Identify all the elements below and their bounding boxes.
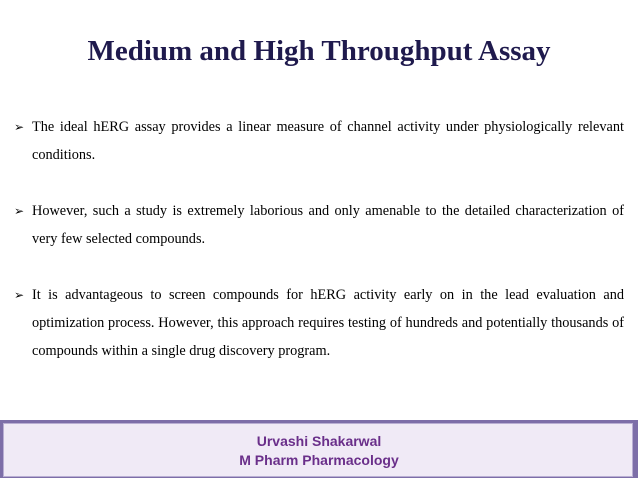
arrow-bullet-icon: ➢	[14, 120, 25, 134]
footer-band	[0, 420, 638, 478]
footer-credits	[0, 432, 638, 470]
footer-degree: M Pharm Pharmacology	[239, 452, 399, 468]
bullet-item	[14, 281, 624, 365]
bullet-text: However, such a study is extremely laborious and only amenable to the detailed characterization of very few selected compounds.	[32, 203, 624, 247]
bullet-text: The ideal hERG assay provides a linear measure of channel activity under physiologically relevant conditions.	[32, 119, 624, 163]
bullet-item	[14, 113, 624, 169]
footer-author: Urvashi Shakarwal	[256, 433, 382, 449]
arrow-bullet-icon: ➢	[14, 204, 25, 218]
slide-title: Medium and High Throughput Assay	[87, 35, 551, 67]
bullet-list	[14, 113, 624, 393]
bullet-text: It is advantageous to screen compounds for hERG activity early on in the lead evaluation and optimization process. However, this approach requires testing of hundreds and potentially thousands of compounds within a single drug discovery program.	[32, 287, 624, 359]
arrow-bullet-icon: ➢	[14, 288, 25, 302]
bullet-item	[14, 197, 624, 253]
